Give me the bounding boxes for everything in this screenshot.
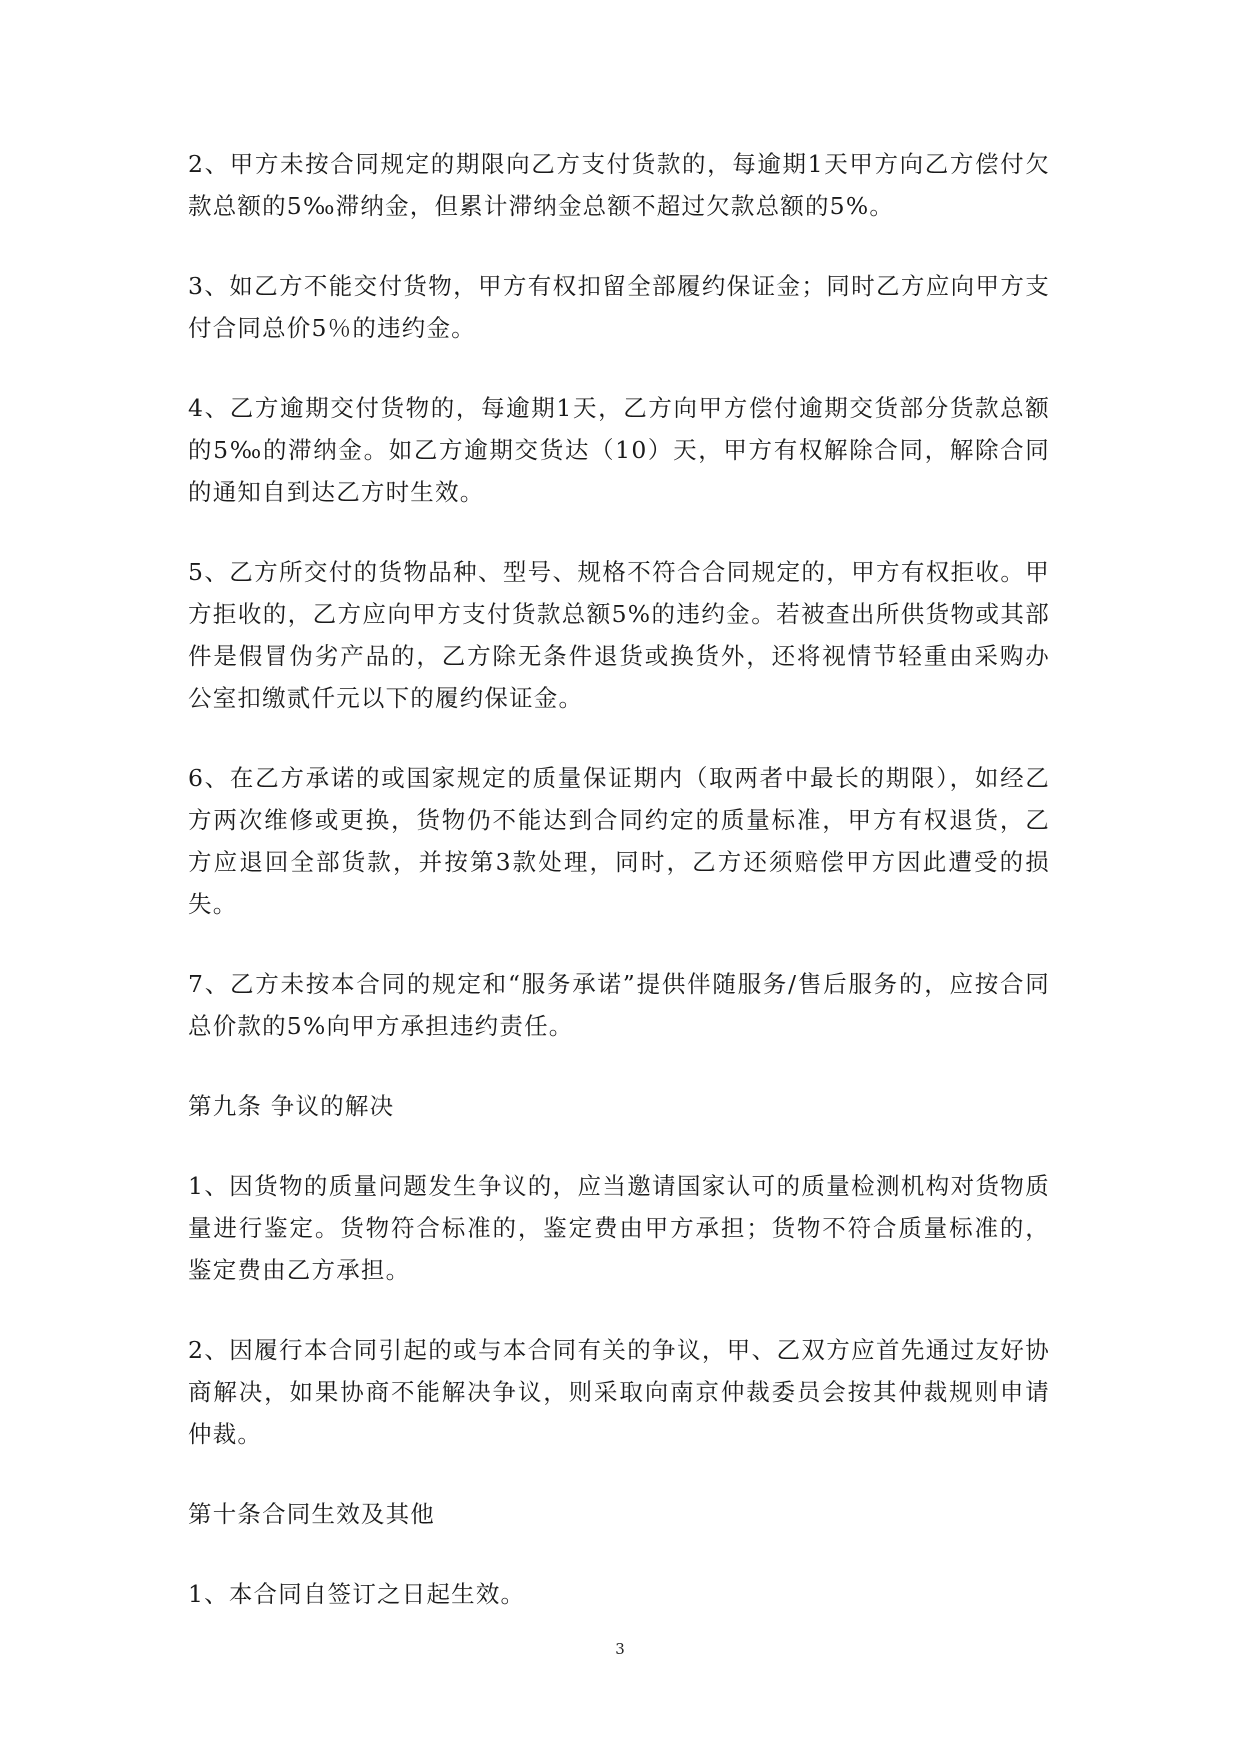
clause-paragraph: 3、如乙方不能交付货物，甲方有权扣留全部履约保证金；同时乙方应向甲方支付合同总价5％的违约金。 (188, 272, 1050, 342)
section-heading: 第九条 争议的解决 (188, 1092, 395, 1120)
clause-paragraph: 5、乙方所交付的货物品种、型号、规格不符合合同规定的，甲方有权拒收。甲方拒收的，乙方应向甲方支付货款总额5%的违约金。若被查出所供货物或其部件是假冒伪劣产品的，乙方除无条件退货或换货外，还将视情节轻重由采购办公室扣缴贰仟元以下的履约保证金。 (188, 558, 1050, 712)
clause-paragraph: 6、在乙方承诺的或国家规定的质量保证期内（取两者中最长的期限），如经乙方两次维修或更换，货物仍不能达到合同约定的质量标准，甲方有权退货，乙方应退回全部货款，并按第3款处理，同时，乙方还须赔偿甲方因此遭受的损失。 (188, 764, 1050, 918)
clause-paragraph: 2、因履行本合同引起的或与本合同有关的争议，甲、乙双方应首先通过友好协商解决，如果协商不能解决争议，则采取向南京仲裁委员会按其仲裁规则申请仲裁。 (188, 1336, 1050, 1448)
clause-paragraph: 7、乙方未按本合同的规定和“服务承诺”提供伴随服务/售后服务的，应按合同总价款的5%向甲方承担违约责任。 (188, 970, 1050, 1040)
clause-paragraph: 1、因货物的质量问题发生争议的，应当邀请国家认可的质量检测机构对货物质量进行鉴定。货物符合标准的，鉴定费由甲方承担；货物不符合质量标准的，鉴定费由乙方承担。 (188, 1172, 1050, 1284)
document-body (188, 143, 1050, 1615)
page-number: 3 (615, 1640, 625, 1658)
clause-paragraph: 2、甲方未按合同规定的期限向乙方支付货款的，每逾期1天甲方向乙方偿付欠款总额的5‰滞纳金，但累计滞纳金总额不超过欠款总额的5%。 (188, 150, 1050, 220)
clause-paragraph: 1、本合同自签订之日起生效。 (188, 1580, 526, 1608)
section-heading: 第十条合同生效及其他 (188, 1500, 435, 1528)
clause-paragraph: 4、乙方逾期交付货物的，每逾期1天，乙方向甲方偿付逾期交货部分货款总额的5‰的滞纳金。如乙方逾期交货达（10）天，甲方有权解除合同，解除合同的通知自到达乙方时生效。 (188, 394, 1050, 506)
